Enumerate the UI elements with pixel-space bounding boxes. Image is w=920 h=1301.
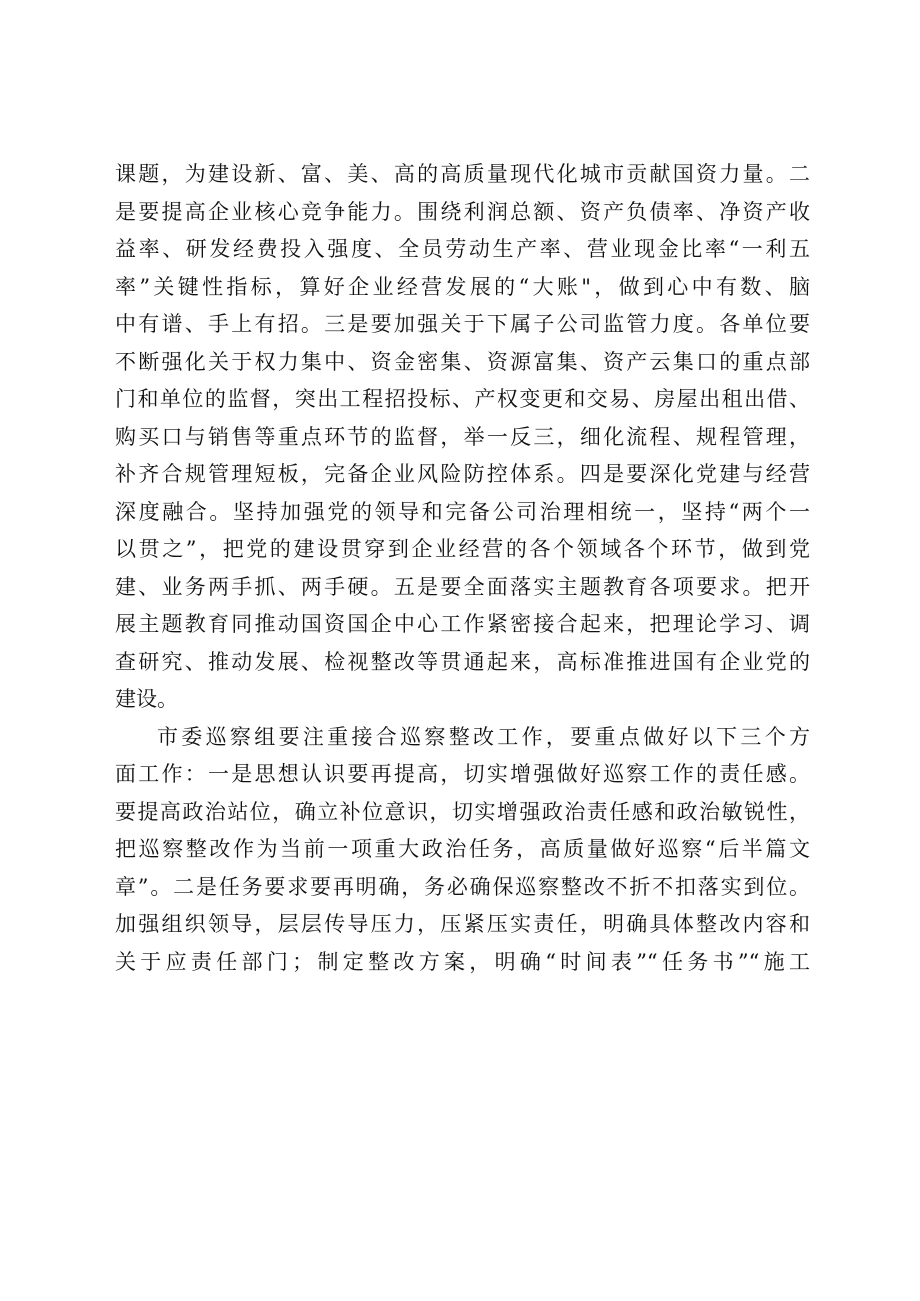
paragraph-line: 把巡察整改作为当前一项重大政治任务，高质量做好巡察“后半篇文 xyxy=(115,837,810,861)
paragraph-line: 益率、研发经费投入强度、全员劳动生产率、营业现金比率“一利五 xyxy=(115,237,810,261)
paragraph-line: 课题，为建设新、富、美、高的高质量现代化城市贡献国资力量。二 xyxy=(115,162,810,186)
paragraph-line: 章”。二是任务要求要再明确，务必确保巡察整改不折不扣落实到位。 xyxy=(115,874,810,899)
paragraph-line: 深度融合。坚持加强党的领导和完备公司治理相统一，坚持“两个一 xyxy=(115,499,810,524)
paragraph-line: 市委巡察组要注重接合巡察整改工作，要重点做好以下三个方 xyxy=(157,724,810,749)
paragraph-2 xyxy=(115,719,810,982)
paragraph-line: 查研究、推动发展、检视整改等贯通起来，高标准推进国有企业党的 xyxy=(115,649,810,674)
paragraph-line: 中有谱、手上有招。三是要加强关于下属子公司监管力度。各单位要 xyxy=(115,312,810,336)
paragraph-line: 不断强化关于权力集中、资金密集、资源富集、资产云集口的重点部 xyxy=(115,349,810,374)
paragraph-line: 建、业务两手抓、两手硬。五是要全面落实主题教育各项要求。把开 xyxy=(115,574,810,599)
paragraph-line: 关于应责任部门；制定整改方案，明确“时间表”“任务书”“施工 xyxy=(115,949,810,974)
paragraph-line: 以贯之”，把党的建设贯穿到企业经营的各个领域各个环节，做到党 xyxy=(115,537,810,561)
document-body xyxy=(115,156,810,981)
paragraph-line: 门和单位的监督，突出工程招投标、产权变更和交易、房屋出租出借、 xyxy=(115,387,810,411)
paragraph-line: 建设。 xyxy=(115,687,178,711)
paragraph-line: 展主题教育同推动国资国企中心工作紧密接合起来，把理论学习、调 xyxy=(115,612,810,636)
paragraph-line: 加强组织领导，层层传导压力，压紧压实责任，明确具体整改内容和 xyxy=(115,912,810,936)
paragraph-line: 面工作：一是思想认识要再提高，切实增强做好巡察工作的责任感。 xyxy=(115,762,810,786)
paragraph-line: 补齐合规管理短板，完备企业风险防控体系。四是要深化党建与经营 xyxy=(115,462,810,486)
paragraph-line: 率”关键性指标，算好企业经营发展的“大账"，做到心中有数、脑 xyxy=(115,274,810,299)
paragraph-line: 要提高政治站位，确立补位意识，切实增强政治责任感和政治敏锐性， xyxy=(115,799,810,824)
paragraph-line: 购买口与销售等重点环节的监督，举一反三，细化流程、规程管理， xyxy=(115,424,810,449)
paragraph-1 xyxy=(115,156,810,719)
paragraph-line: 是要提高企业核心竞争能力。围绕利润总额、资产负债率、净资产收 xyxy=(115,199,810,224)
